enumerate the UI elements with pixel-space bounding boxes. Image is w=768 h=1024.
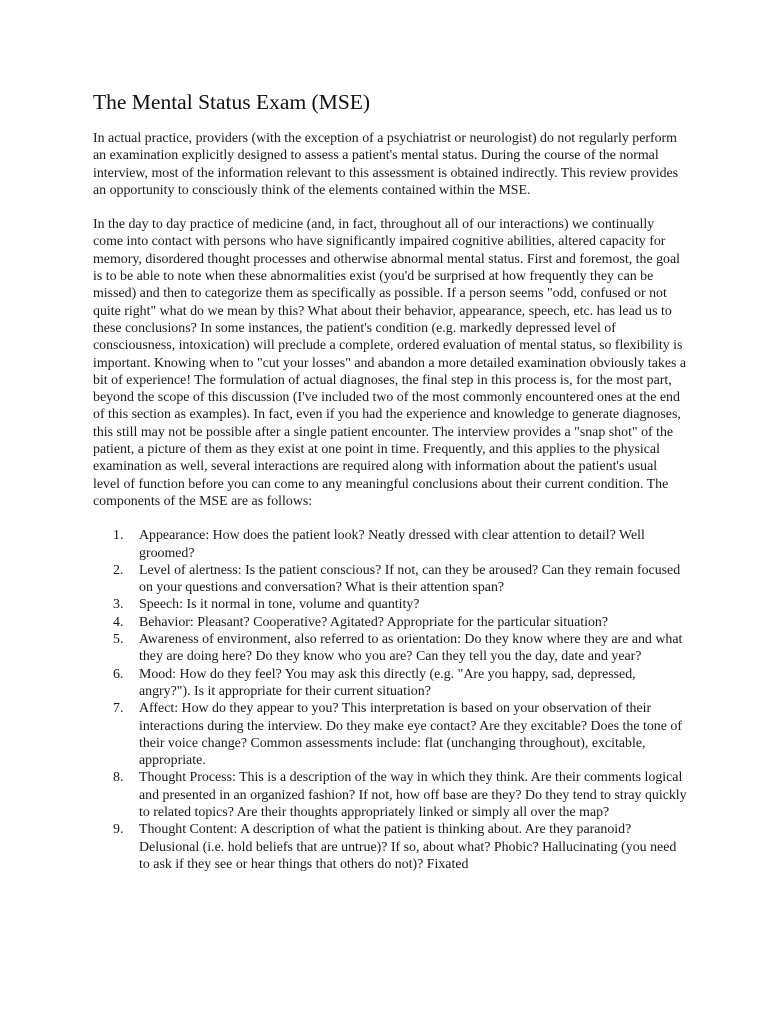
list-number: 7.	[113, 701, 124, 717]
list-number: 9.	[113, 822, 124, 838]
list-text: Awareness of environment, also referred to as orientation: Do they know where they are and what they are doing here? Do they know who you are? Can they tell you the day, date and year?	[139, 632, 683, 665]
list-number: 8.	[113, 770, 124, 786]
document-page	[93, 88, 687, 873]
list-text: Thought Process: This is a description of the way in which they think. Are their comments logical and presented in an organized fashion? If not, how off base are they? Do they tend to stray quickly to related topics? Are their thoughts appropriately linked or simply all over the map?	[139, 770, 687, 820]
list-item	[93, 527, 687, 562]
list-text: Speech: Is it normal in tone, volume and quantity?	[139, 597, 420, 613]
document-title: The Mental Status Exam (MSE)	[93, 90, 371, 114]
list-number: 6.	[113, 666, 124, 682]
list-number: 3.	[113, 597, 124, 613]
list-item	[93, 666, 687, 701]
list-text: Behavior: Pleasant? Cooperative? Agitated? Appropriate for the particular situation?	[139, 614, 609, 630]
list-number: 1.	[113, 528, 124, 544]
list-item	[93, 631, 687, 666]
list-number: 2.	[113, 562, 124, 578]
intro-paragraph: In actual practice, providers (with the exception of a psychiatrist or neurologist) do not regularly perform an examination explicitly designed to assess a patient's mental status. During the course of the normal interview, most of the information relevant to this assessment is obtained indirectly. This review provides an opportunity to consciously think of the elements contained within the MSE.	[93, 131, 679, 198]
list-text: Affect: How do they appear to you? This interpretation is based on your observation of their interactions during the interview. Do they make eye contact? Are they excitable? Does the tone of their voice change? Common assessments include: flat (unchanging throughout), excitable, appropriate.	[139, 701, 682, 769]
list-text: Mood: How do they feel? You may ask this directly (e.g. "Are you happy, sad, depressed, angry?"). Is it appropriate for their current situation?	[139, 666, 636, 699]
list-item	[93, 700, 687, 769]
list-item	[93, 769, 687, 821]
list-item	[93, 821, 687, 873]
list-item	[93, 562, 687, 597]
mse-components-list	[93, 527, 687, 873]
list-text: Appearance: How does the patient look? Neatly dressed with clear attention to detail? Well groomed?	[139, 528, 645, 561]
list-item	[93, 614, 687, 631]
body-paragraph: In the day to day practice of medicine (and, in fact, throughout all of our interactions) we continually come into contact with persons who have significantly impaired cognitive abilities, altered capacity for memory, disordered thought processes and otherwise abnormal mental status. First and foremost, the goal is to be able to note when these abnormalities exist (you'd be surprised at how frequently they can be missed) and then to categorize them as specifically as possible. If a person seems "odd, confused or not quite right" what do we mean by this? What about their behavior, appearance, speech, etc. has lead us to these conclusions? In some instances, the patient's condition (e.g. markedly depressed level of consciousness, intoxication) will preclude a complete, ordered evaluation of mental status, so flexibility is important. Knowing when to "cut your losses" and abandon a more detailed examination obviously takes a bit of experience! The formulation of actual diagnoses, the final step in this process is, for the most part, beyond the scope of this discussion (I've included two of the most commonly encountered ones at the end of this section as examples). In fact, even if you had the experience and knowledge to generate diagnoses, this still may not be possible after a single patient encounter. The interview provides a "snap shot" of the patient, a picture of them as they exist at one point in time. Frequently, and this applies to the physical examination as well, several interactions are required along with information about the patient's usual level of function before you can come to any meaningful conclusions about their current condition. The components of the MSE are as follows:	[93, 217, 687, 509]
list-number: 5.	[113, 632, 124, 648]
list-text: Level of alertness: Is the patient conscious? If not, can they be aroused? Can they remain focused on your questions and conversation? What is their attention span?	[139, 562, 681, 596]
list-text: Thought Content: A description of what the patient is thinking about. Are they paranoid? Delusional (i.e. hold beliefs that are untrue)? If so, about what? Phobic? Hallucinating (you need to ask if they see or hear things that others do not)? Fixated	[139, 822, 677, 872]
list-item	[93, 596, 687, 613]
list-number: 4.	[113, 614, 124, 630]
